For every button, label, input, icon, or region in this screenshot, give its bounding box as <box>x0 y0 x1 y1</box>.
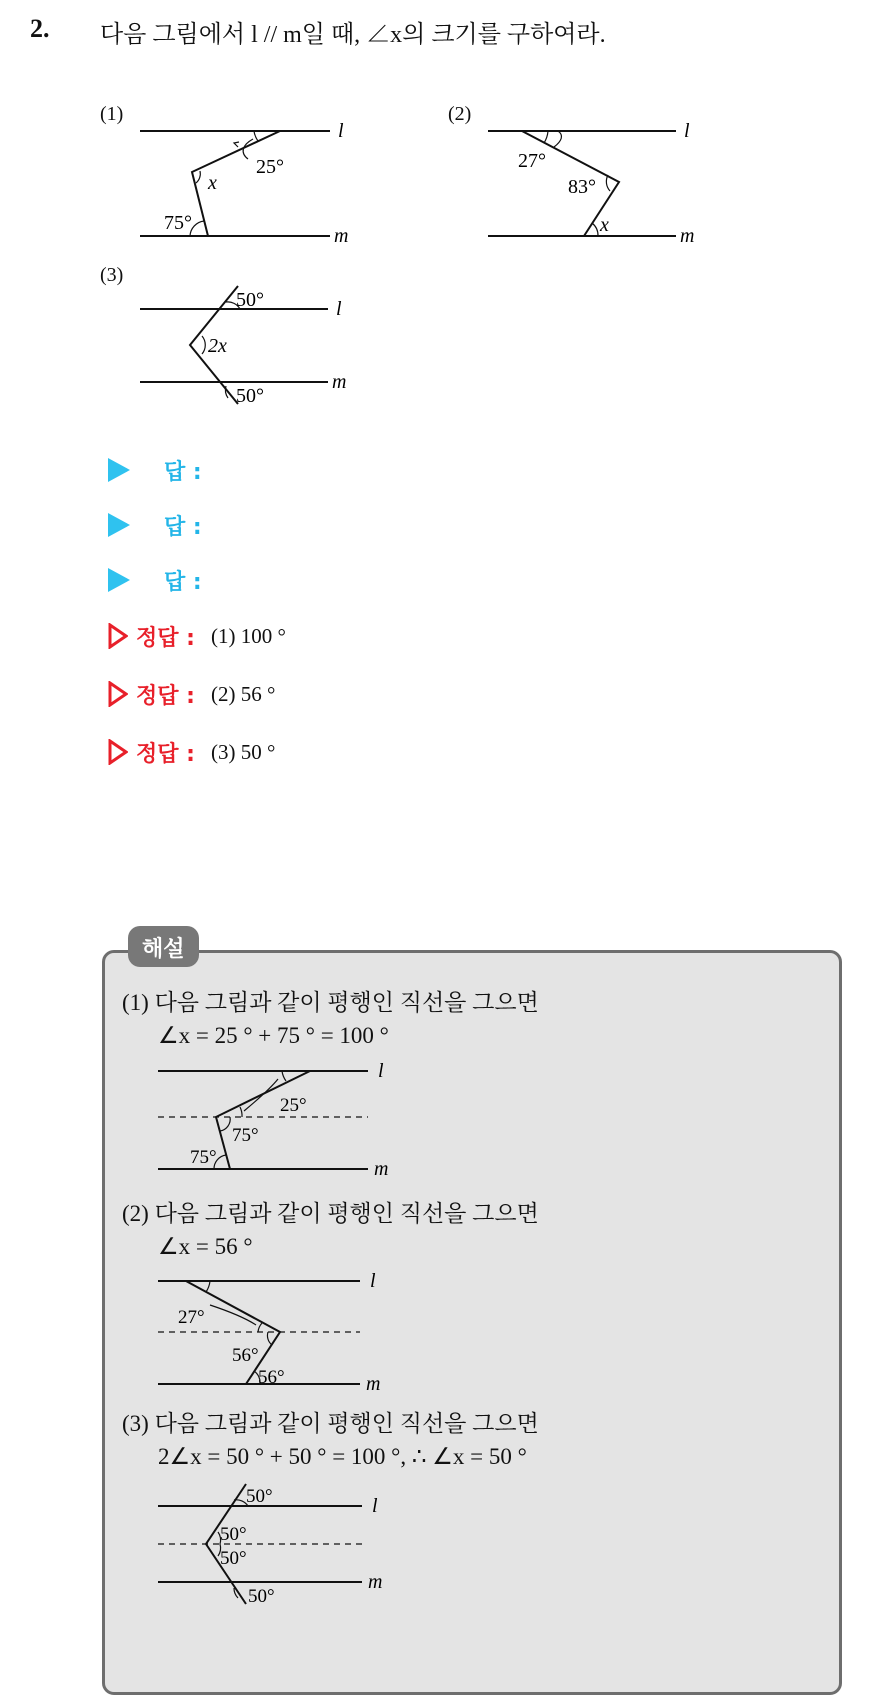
question-text: 다음 그림에서 l // m일 때, ∠x의 크기를 구하여라. <box>100 22 606 48</box>
answer-row-2[interactable] <box>108 510 202 540</box>
fig1-angle-75: 75° <box>164 212 192 234</box>
svg-text:56°: 56° <box>258 1367 285 1388</box>
zigzag <box>192 131 280 236</box>
correct-label: 정답 : <box>136 683 195 709</box>
fig3-angle-50-top: 50° <box>236 289 264 311</box>
solution-3-diagram <box>150 1478 410 1628</box>
svg-text:50°: 50° <box>246 1486 273 1507</box>
outline-triangle-icon <box>108 739 128 765</box>
figure-1-label: (1) <box>100 103 124 125</box>
outline-triangle-icon <box>108 623 128 649</box>
solution-2-formula: ∠x = 56 ° <box>158 1234 253 1259</box>
svg-text:27°: 27° <box>178 1307 205 1328</box>
fig2-angle-x: x <box>600 214 609 236</box>
fig2-angle-27: 27° <box>518 150 546 172</box>
solution-3-intro: (3) 다음 그림과 같이 평행인 직선을 그으면 <box>122 1411 539 1436</box>
solution-2-diagram <box>150 1265 410 1395</box>
answer-label: 답 : <box>164 569 202 595</box>
svg-text:m: m <box>368 1571 383 1593</box>
svg-text:l: l <box>370 1270 376 1292</box>
play-triangle-icon <box>108 458 130 482</box>
fig3-line-l-label: l <box>336 298 342 320</box>
svg-text:75°: 75° <box>190 1147 217 1168</box>
figure-1-diagram <box>130 115 370 255</box>
correct-value: (3) 50 ° <box>210 739 276 764</box>
svg-text:25°: 25° <box>280 1095 307 1116</box>
solution-3-formula: 2∠x = 50 ° + 50 ° = 100 °, ∴ ∠x = 50 ° <box>158 1444 527 1469</box>
fig2-line-m-label: m <box>680 225 695 247</box>
svg-text:50°: 50° <box>248 1586 275 1607</box>
play-triangle-icon <box>108 568 130 592</box>
answer-label: 답 : <box>164 514 202 540</box>
svg-text:56°: 56° <box>232 1345 259 1366</box>
answer-row-3[interactable] <box>108 565 202 595</box>
fig2-angle-83: 83° <box>568 176 596 198</box>
fig1-line-l-label: l <box>338 120 344 142</box>
solution-1-intro: (1) 다음 그림과 같이 평행인 직선을 그으면 <box>122 990 539 1015</box>
svg-text:50°: 50° <box>220 1548 247 1569</box>
play-triangle-icon <box>108 513 130 537</box>
correct-answer-row-3 <box>108 736 275 768</box>
solution-1-formula: ∠x = 25 ° + 75 ° = 100 ° <box>158 1023 389 1048</box>
solution-2-intro: (2) 다음 그림과 같이 평행인 직선을 그으면 <box>122 1201 539 1226</box>
correct-value: (1) 100 ° <box>210 623 286 648</box>
fig1-line-m-label: m <box>334 225 349 247</box>
figure-3-diagram <box>130 280 370 420</box>
svg-text:l: l <box>372 1495 378 1517</box>
figure-2-diagram <box>478 115 718 255</box>
solution-1-diagram <box>150 1055 410 1185</box>
figure-2-label: (2) <box>448 103 472 125</box>
figure-3-label: (3) <box>100 264 124 286</box>
correct-answer-row-2 <box>108 678 275 710</box>
correct-label: 정답 : <box>136 741 195 767</box>
solution-tab: 해설 <box>128 926 199 967</box>
fig3-line-m-label: m <box>332 371 347 393</box>
fig3-angle-2x: 2x <box>208 335 227 357</box>
fig3-angle-50-bottom: 50° <box>236 385 264 407</box>
svg-text:75°: 75° <box>232 1125 259 1146</box>
fig1-angle-x: x <box>208 172 217 194</box>
fig1-angle-25: 25° <box>256 156 284 178</box>
correct-value: (2) 56 ° <box>210 681 276 706</box>
svg-text:l: l <box>378 1060 384 1082</box>
svg-text:50°: 50° <box>220 1524 247 1545</box>
svg-text:m: m <box>366 1373 381 1395</box>
correct-answer-row-1 <box>108 620 286 652</box>
answer-row-1[interactable] <box>108 455 202 485</box>
outline-triangle-icon <box>108 681 128 707</box>
answer-label: 답 : <box>164 459 202 485</box>
correct-label: 정답 : <box>136 625 195 651</box>
question-number: 2. <box>30 14 50 43</box>
svg-text:m: m <box>374 1158 389 1180</box>
fig2-line-l-label: l <box>684 120 690 142</box>
